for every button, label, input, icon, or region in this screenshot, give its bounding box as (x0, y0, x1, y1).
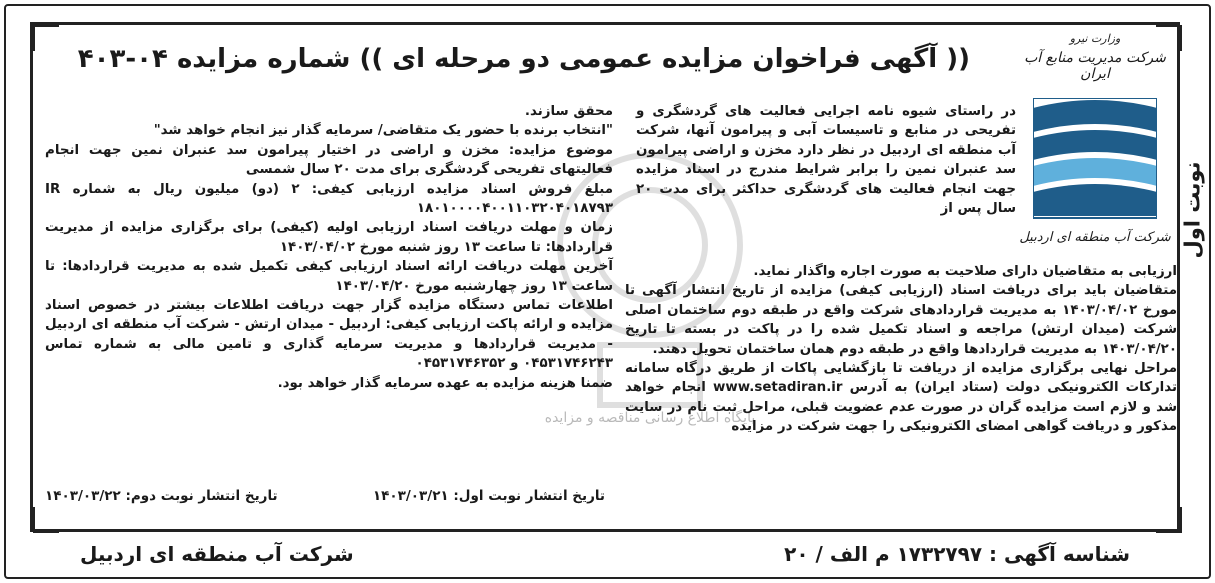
second-publication-date: تاریخ انتشار نوبت دوم: ۱۴۰۳/۰۳/۲۲ (45, 488, 278, 504)
ad-title: (( آگهی فراخوان مزایده عمومی دو مرحله ای )) شماره مزایده ۰۴-۴۰۳ (77, 44, 970, 74)
regional-company-name: شرکت آب منطقه ای اردبیل (1019, 230, 1171, 245)
intro-text: در راستای شیوه نامه اجرایی فعالیت های گردشگری و تفریحی در منابع و تاسیسات آبی و پیرامون آنها، شرکت آب منطقه ای اردبیل در نظر دارد مخزن و اراضی پیرامون سد عنبران نمین را برابر شرایط مندرج در اسناد مزایده جهت انجام فعالیت های گردشگری حداکثر برای مدت ۲۰ سال پس از (636, 104, 1016, 217)
corner-ornament (1156, 507, 1182, 533)
paragraph: مبلغ فروش اسناد مزایده ارزیابی کیفی: ۲ (دو) میلیون ریال به شماره IR ۱۸۰۱۰۰۰۰۴۰۰۱۱۰۳۲۰۴۰۱۸۷۹۳ (45, 181, 613, 217)
right-column-body (625, 262, 1177, 437)
intro-paragraph (636, 102, 1016, 218)
edition-side-label (1177, 150, 1207, 270)
footer-company-name: شرکت آب منطقه ای اردبیل (80, 542, 354, 566)
publication-dates (45, 488, 605, 510)
water-logo-icon (1033, 98, 1157, 223)
ad-footer (30, 534, 1180, 574)
paragraph: زمان و مهلت دریافت اسناد ارزیابی اولیه (کیفی) برای برگزاری مزایده از مدیریت قراردادها: تا ساعت ۱۳ روز شنبه مورخ ۱۴۰۳/۰۴/۰۲ (45, 220, 613, 255)
paragraph: ارزیابی به متقاضیان دارای صلاحیت به صورت اجاره واگذار نماید. (753, 264, 1177, 279)
edition-label-text: نوبت اول (1180, 161, 1205, 259)
paragraph: آخرین مهلت دریافت ارائه اسناد ارزیابی کیفی تکمیل شده به مدیریت قراردادها: تا ساعت ۱۳ روز چهارشنبه مورخ ۱۴۰۳/۰۴/۲۰ (45, 259, 613, 294)
watermark-text: پایگاه اطلاع رسانی مناقصه و مزایده (544, 410, 756, 426)
parent-company-name: شرکت مدیریت منابع آب ایران (1024, 50, 1166, 82)
company-logo (1015, 28, 1175, 253)
first-publication-date: تاریخ انتشار نوبت اول: ۱۴۰۳/۰۳/۲۱ (372, 488, 605, 504)
paragraph: اطلاعات تماس دستگاه مزایده گزار جهت دریافت اطلاعات بیشتر در خصوص اسناد مزایده و ارائه پاکت ارزیابی کیفی: اردبیل - میدان ارتش - شرکت آب منطقه ای اردبیل - مدیریت قراردادها و مدیریت سرمایه گذاری و تامین مالی به شماره تماس ۰۴۵۳۱۷۴۶۲۴۳ و ۰۴۵۳۱۷۴۶۳۵۲ (45, 298, 613, 372)
ad-identifier: شناسه آگهی : ۱۷۳۲۷۹۷ م الف / ۲۰ (784, 542, 1130, 566)
paragraph: متقاضیان باید برای دریافت اسناد (ارزیابی کیفی) مزایده از تاریخ انتشار آگهی تا مورخ ۱۴۰۳/۰۴/۰۲ به مدیریت قراردادهای شرکت واقع در طبقه دوم ساختمان اصلی شرکت (میدان ارتش) مراجعه و اسناد تکمیل شده را در پاکت در بسته تا تاریخ ۱۴۰۳/۰۴/۲۰ به مدیریت قراردادها واقع در طبقه دوم همان ساختمان تحویل دهند. (625, 283, 1177, 357)
corner-ornament (33, 507, 59, 533)
paragraph: ضمنا هزینه مزایده به عهده سرمایه گذار خواهد بود. (277, 375, 613, 391)
paragraph: مراحل نهایی برگزاری مزایده از دریافت تا بازگشایی پاکات از طریق درگاه سامانه تدارکات الکترونیکی دولت (ستاد ایران) به آدرس www.setadiran.ir انجام خواهد شد و لازم است مزایده گران در صورت عدم عضویت قبلی، مراحل ثبت نام در سایت مذکور و دریافت گواهی امضای الکترونیکی را جهت شرکت در مزایده (625, 361, 1178, 435)
left-column-body (45, 102, 613, 393)
paragraph: "انتخاب برنده با حضور یک متقاضی/ سرمایه گذار نیز انجام خواهد شد" (153, 123, 613, 139)
corner-ornament (33, 25, 59, 51)
paragraph: موضوع مزایده: مخزن و اراضی در اختیار پیرامون سد عنبران نمین جهت انجام فعالیتهای تفریحی گردشگری برای مدت ۲۰ سال شمسی (45, 142, 613, 178)
ministry-name: وزارت نیرو (1069, 32, 1121, 45)
paragraph: محقق سازند. (524, 104, 613, 119)
